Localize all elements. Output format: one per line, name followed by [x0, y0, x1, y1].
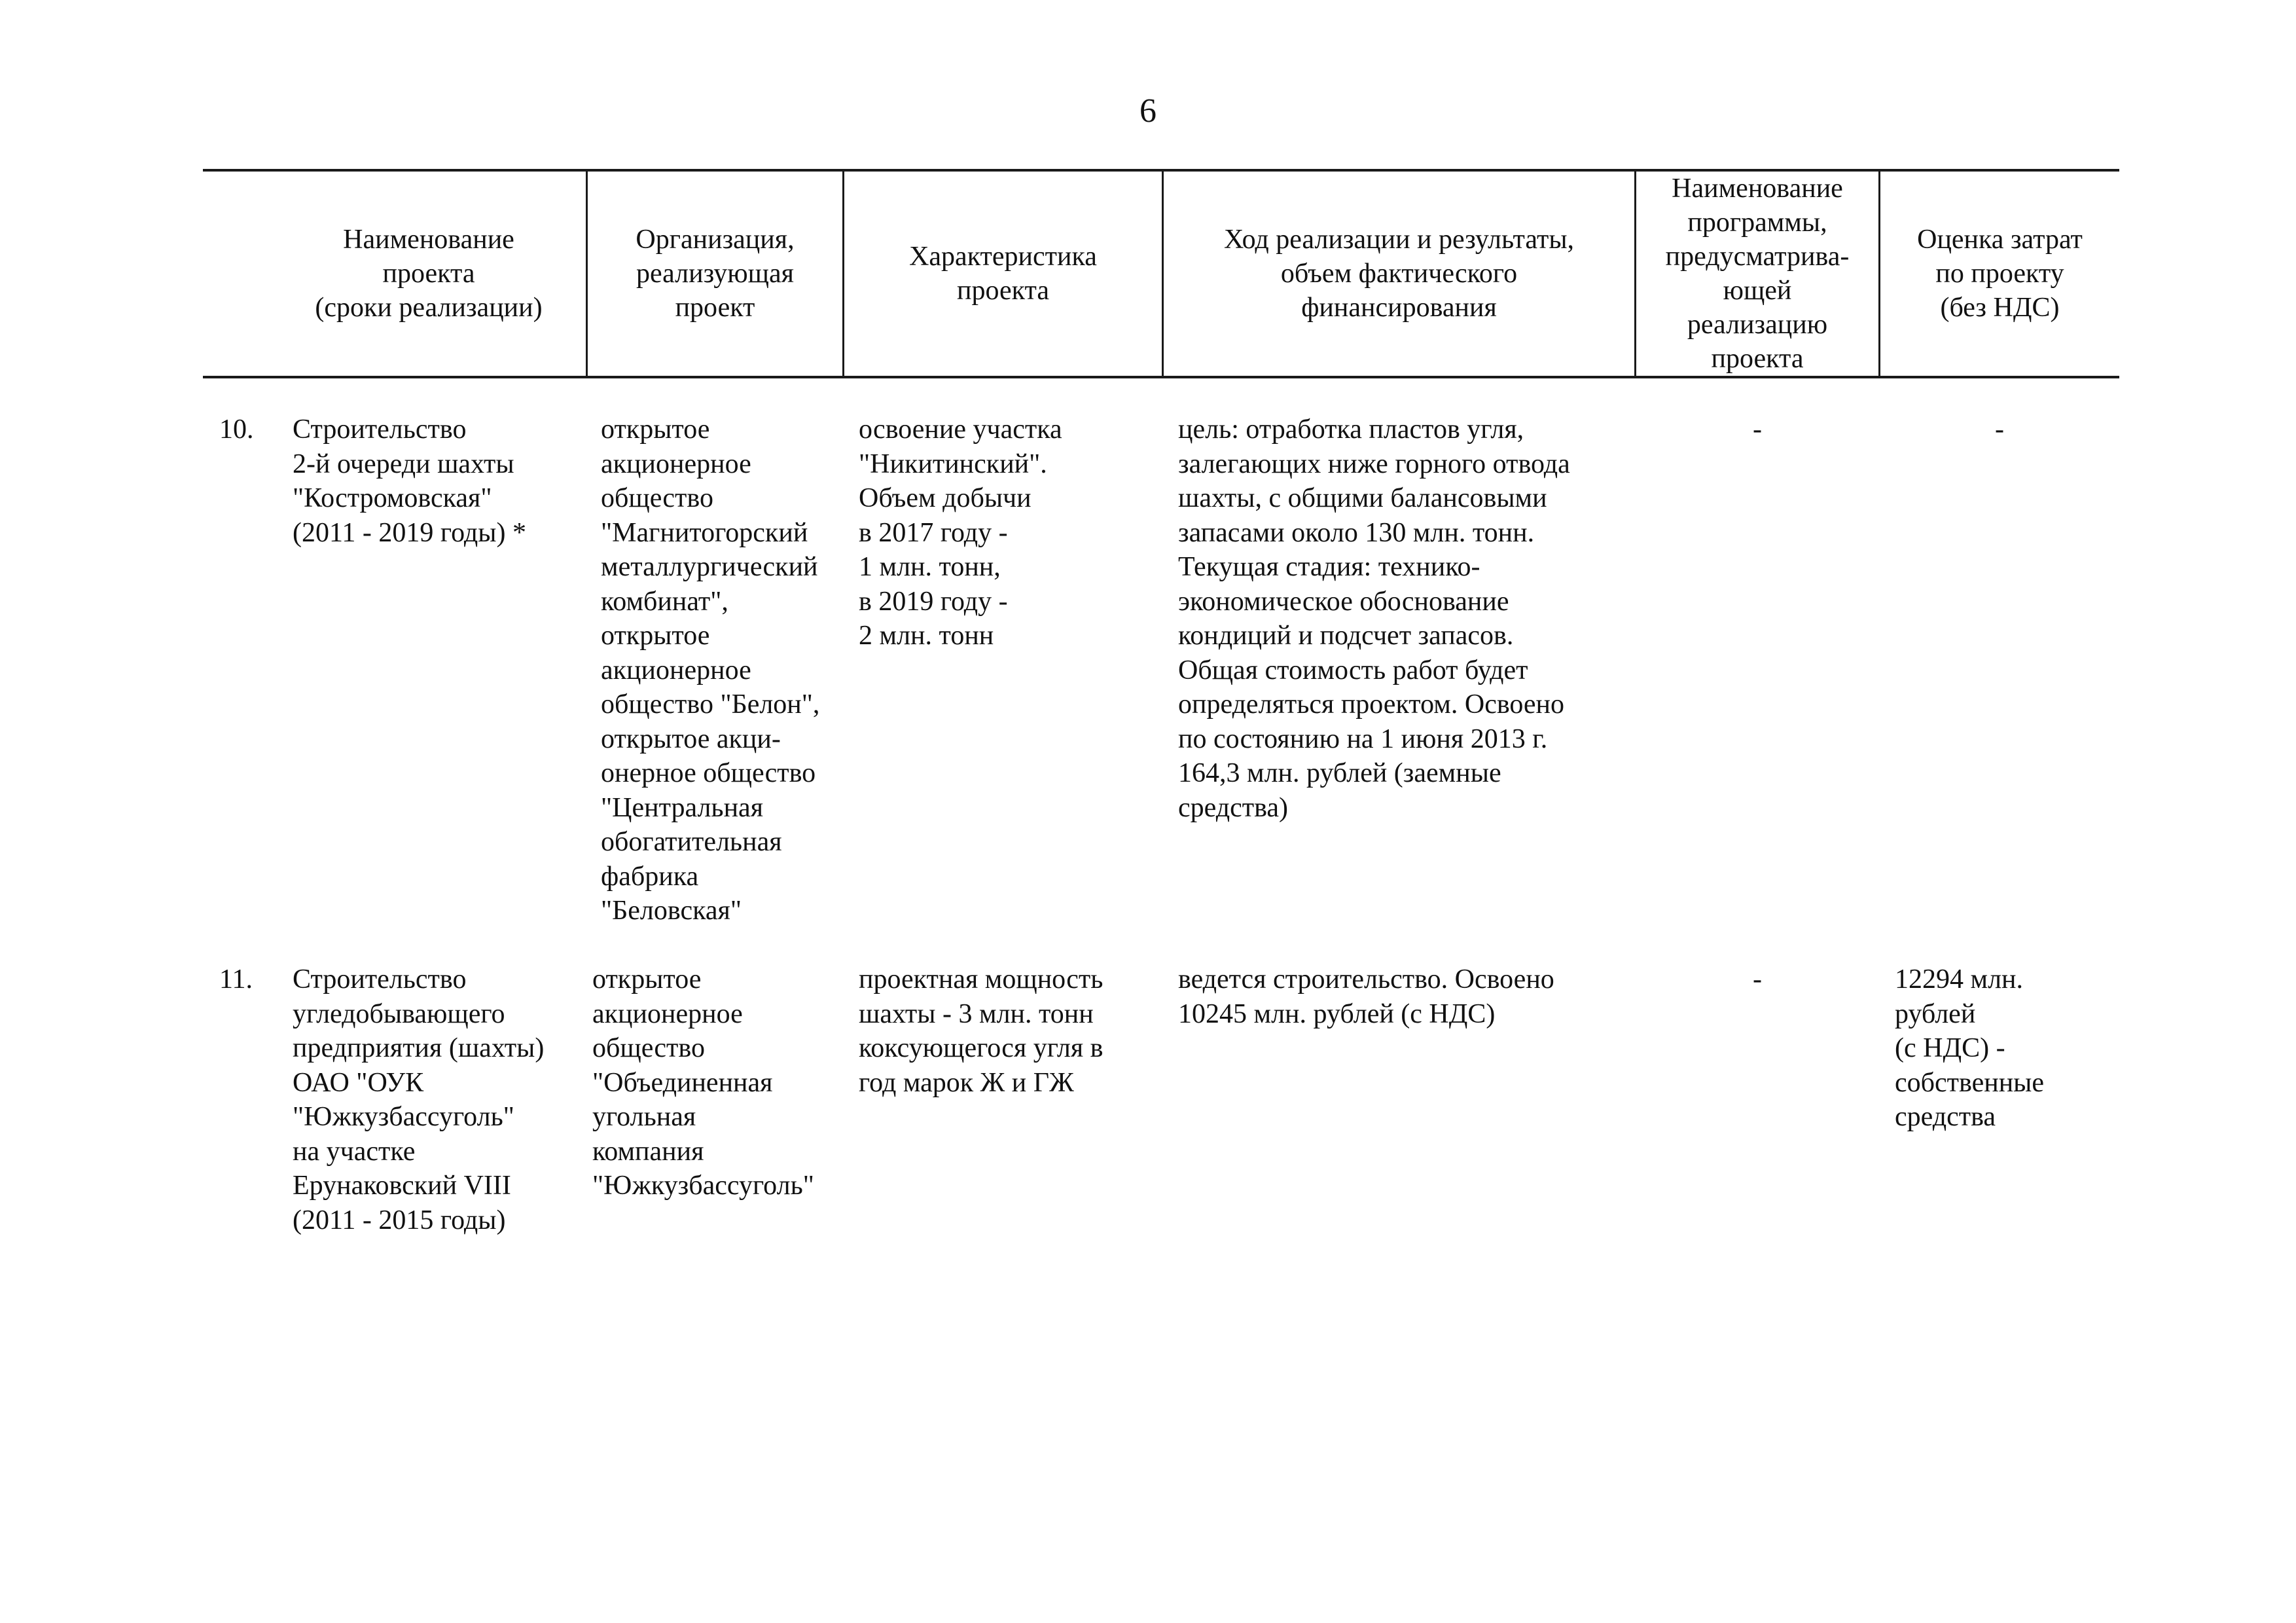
row-11-organization: открытое акционерное общество "Объединенная угольная компания "Южкузбассуголь" — [592, 964, 814, 1201]
row-10-number: 10. — [219, 414, 254, 445]
header-project-name: Наименование проекта (сроки реализации) — [315, 225, 543, 323]
row-11-program: - — [1753, 964, 1762, 994]
row-11-cost: 12294 млн. рублей (с НДС) - собственные средства — [1895, 964, 2045, 1132]
header-characteristics: Характеристика проекта — [909, 242, 1097, 306]
row-10-cost: - — [1995, 414, 2004, 445]
row-10-project-name: Строительство 2-й очереди шахты "Костромовская" (2011 - 2019 годы) * — [293, 414, 526, 548]
row-11-progress: ведется строительство. Освоено 10245 млн. рублей (с НДС) — [1178, 964, 1554, 1029]
header-program: Наименование программы, предусматрива- ющей реализацию проекта — [1665, 173, 1850, 374]
header-cost: Оценка затрат по проекту (без НДС) — [1917, 225, 2083, 323]
row-10-program: - — [1753, 414, 1762, 445]
row-11-project-name: Строительство угледобывающего предприятия (шахты) ОАО "ОУК "Южкузбассуголь" на участке Ерунаковский VIII (2011 - 2015 годы) — [293, 964, 545, 1235]
row-11-number: 11. — [219, 964, 253, 994]
header-bottom-rule — [203, 376, 2119, 378]
row-10-characteristics: освоение участка "Никитинский". Объем добычи в 2017 году - 1 млн. тонн, в 2019 году - 2 млн. тонн — [859, 414, 1062, 651]
row-10-organization: открытое акционерное общество "Магнитогорский металлургический комбинат", открытое акционерное общество "Белон", открытое акци- онерное общество "Центральная обогатительная фабрика "Беловская" — [601, 414, 820, 926]
header-progress: Ход реализации и результаты, объем фактического финансирования — [1223, 225, 1575, 323]
row-11-characteristics: проектная мощность шахты - 3 млн. тонн коксующегося угля в год марок Ж и ГЖ — [859, 964, 1103, 1098]
page-number: 6 — [1139, 92, 1157, 130]
row-10-progress: цель: отработка пластов угля, залегающих ниже горного отвода шахты, с общими балансовыми запасами около 130 млн. тонн. Текущая стадия: технико- экономическое обоснование кондиций и подсчет запасов. Общая стоимость работ будет определяться проектом. Освоено по состоянию на 1 июня 2013 г. 164,3 млн. рублей (заемные средства) — [1178, 414, 1570, 823]
header-organization: Организация, реализующая проект — [636, 225, 795, 323]
